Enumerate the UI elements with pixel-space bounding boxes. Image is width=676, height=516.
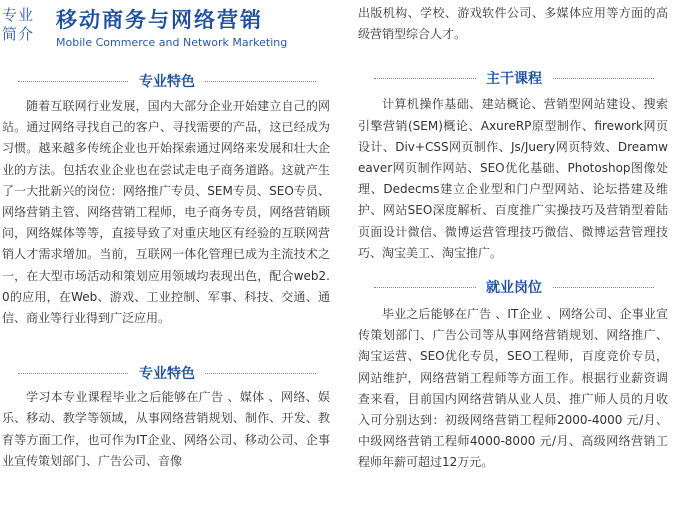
calligraphy-logo [2, 6, 46, 50]
page-header [0, 0, 334, 58]
section-label: 主干课程 [476, 68, 552, 88]
section-label: 专业特色 [129, 363, 205, 383]
courses-paragraph: 计算机操作基础、建站概论、营销型网站建设、搜索引擎营销(SEM)概论、AxureRP原型制作、firework网页设计、Div+CSS网页制作、Js/Juery网页特效、Dreamweaver网页制作网站、SEO优化基础、Photoshop图像处理、Dedecms建立企业型和门户型网站、论坛搭建及维护、网站SEO深度解析、百度推广实操技巧及营销型着陆页面设计微信、微博运营管理技巧微信、微博运营管理技巧、淘宝美工、淘宝推广。 [358, 97, 668, 260]
section-header-courses [356, 67, 672, 89]
page-title: 移动商务与网络营销 [56, 8, 263, 32]
section-header-features-1 [0, 70, 334, 92]
section-label: 专业特色 [129, 71, 205, 91]
left-column [0, 0, 334, 472]
intro-continuation-paragraph: 出版机构、学校、游戏软件公司、多媒体应用等方面的高级营销型综合人才。 [358, 6, 668, 42]
section-label: 就业岗位 [476, 277, 552, 297]
jobs-paragraph: 毕业之后能够在广告 、IT企业 、网络公司、企事业宣传策划部门、广告公司等从事网络营销规划、网络推广、淘宝运营、SEO优化专员，SEO工程师，百度竞价专员，网站维护，网络营销工程师等方面工作。根据行业薪资调查来看，目前国内网络营销从业人员、推广师人员的月收入可分别达到：初级网络营销工程师2000-4000 元/月、中级网络营销工程师4000-8000 元/月、高级网络营销工程师年薪可超过12万元。 [358, 307, 668, 470]
section-header-features-2 [0, 362, 334, 384]
features-paragraph-2: 学习本专业课程毕业之后能够在广告 、媒体 、网络、娱乐、移动、教学等领域，从事网络营销规划、制作、开发、教育等方面工作，也可作为IT企业、网络公司、移动公司、企事业宣传策划部门、广告公司、音像 [2, 390, 330, 468]
section-header-jobs [356, 276, 672, 298]
logo-line-2: 简介 [2, 25, 35, 43]
page-subtitle-english: Mobile Commerce and Network Marketing [56, 36, 288, 49]
logo-line-1: 专业 [2, 6, 35, 24]
right-column [356, 0, 672, 474]
features-paragraph-1: 随着互联网行业发展，国内大部分企业开始建立自己的网站。通过网络寻找自己的客户、寻找需要的产品，这已经成为习惯。越来越多传统企业也开始探索通过网络来发展和壮大企业的方法。包括农业企业也在尝试走电子商务道路。这就产生了一大批新兴的岗位：网络推广专员、SEM专员、SEO专员、网络营销主管、网络营销工程师，电子商务专员，网络营销顾问，网络媒体等等，直接导致了对重庆地区有经验的互联网营销人才需求增加。当前，互联网一体化管理已成为主流技术之一，在大型市场活动和策划应用领域均表现出色，配合web2.0的应用，在Web、游戏、工业控制、军事、科技、交通、通信、商业等行业得到广泛应用。 [2, 99, 330, 326]
